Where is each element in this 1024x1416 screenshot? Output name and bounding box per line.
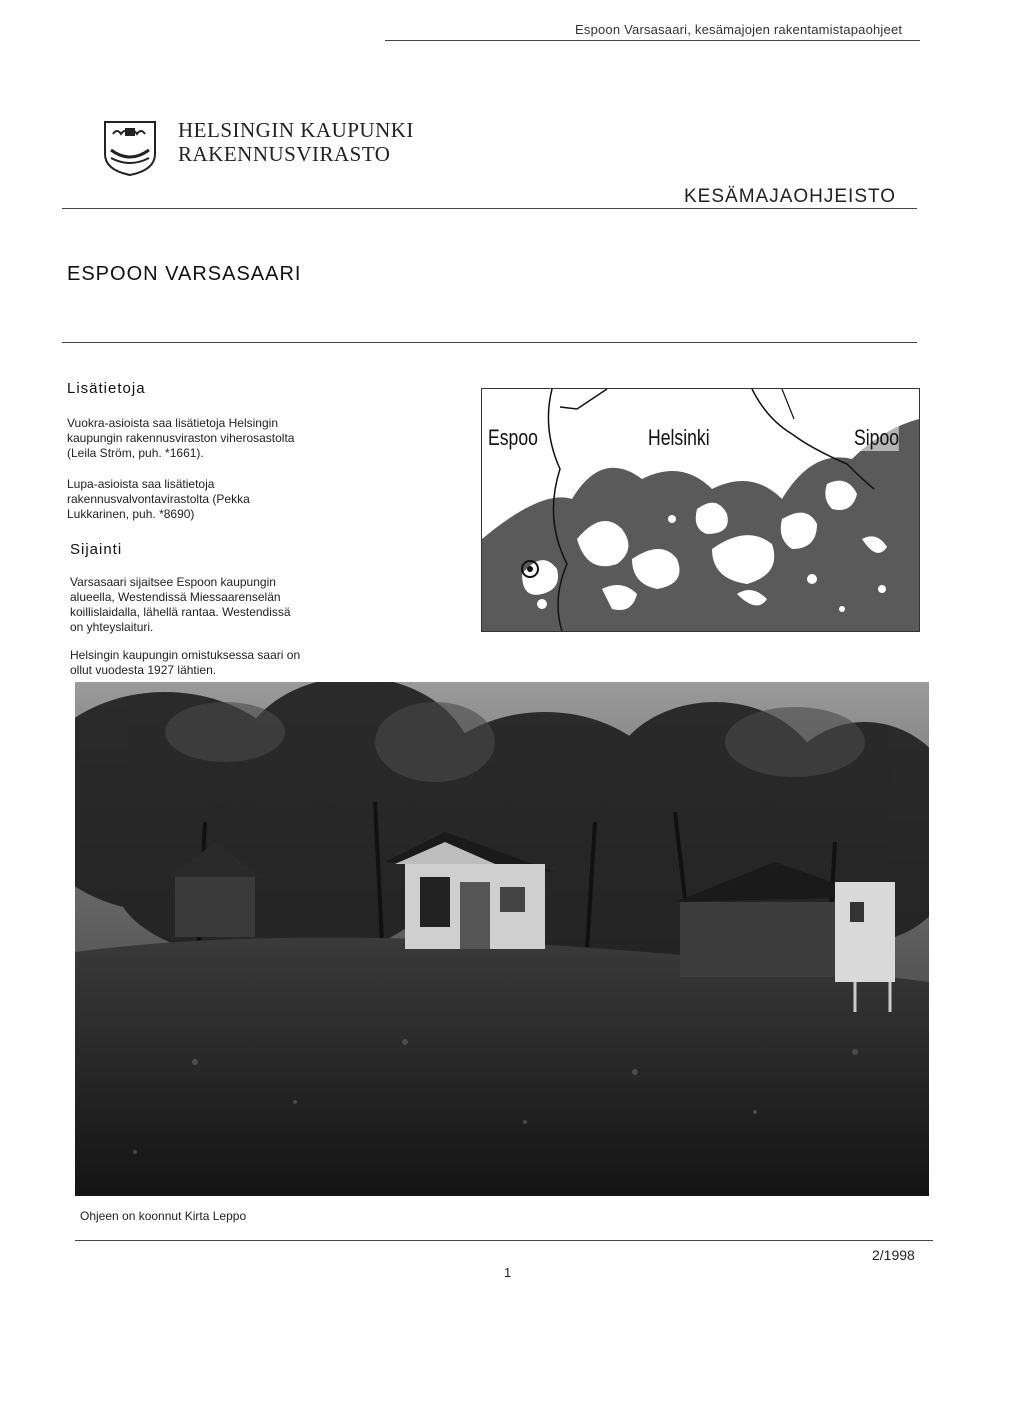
map-label-espoo: Espoo [488,425,538,450]
map-label-helsinki: Helsinki [648,425,710,450]
text-line: Helsingin kaupungin omistuksessa saari on [70,648,301,662]
contact-paragraph-permit [67,477,250,522]
text-line: (Leila Ström, puh. *1661). [67,446,204,460]
text-line: Lukkarinen, puh. *8690) [67,507,195,521]
map-label-sipoo: Sipoo [854,425,900,450]
section-heading-contact: Lisätietoja [67,380,146,397]
text-line: kaupungin rakennusviraston viherosastolta [67,431,295,445]
running-header-rule [385,40,920,41]
publication-date: 2/1998 [872,1247,915,1263]
page-title: ESPOON VARSASAARI [67,263,302,285]
series-title: KESÄMAJAOHJEISTO [684,186,897,207]
org-department: RAKENNUSVIRASTO [178,142,391,166]
page-number: 1 [504,1265,512,1280]
title-rule [62,342,917,343]
running-header: Espoon Varsasaari, kesämajojen rakentamistapaohjeet [575,22,903,37]
text-line: Vuokra-asioista saa lisätietoja Helsingin [67,416,278,430]
org-name: HELSINGIN KAUPUNKI [178,118,414,142]
section-heading-location: Sijainti [70,541,123,558]
text-line: rakennusvalvontavirastolta (Pekka [67,492,250,506]
ownership-paragraph [70,648,300,678]
footer-rule [75,1240,933,1241]
text-line: Varsasaari sijaitsee Espoon kaupungin [70,575,276,589]
text-line: alueella, Westendissä Miessaarenselän [70,590,281,604]
city-crest-icon [103,120,157,176]
text-line: ollut vuodesta 1927 lähtien. [70,663,217,677]
photo-caption: Ohjeen on koonnut Kirta Leppo [80,1209,247,1223]
cottage-photo [75,682,929,1196]
text-line: koillislaidalla, lähellä rantaa. Westendissä [70,605,291,619]
location-paragraph [70,575,291,635]
contact-paragraph-rent [67,416,294,461]
location-map [481,388,920,632]
text-line: on yhteyslaituri. [70,620,154,634]
text-line: Lupa-asioista saa lisätietoja [67,477,215,491]
photo-image [75,682,929,1196]
series-rule [62,208,917,209]
